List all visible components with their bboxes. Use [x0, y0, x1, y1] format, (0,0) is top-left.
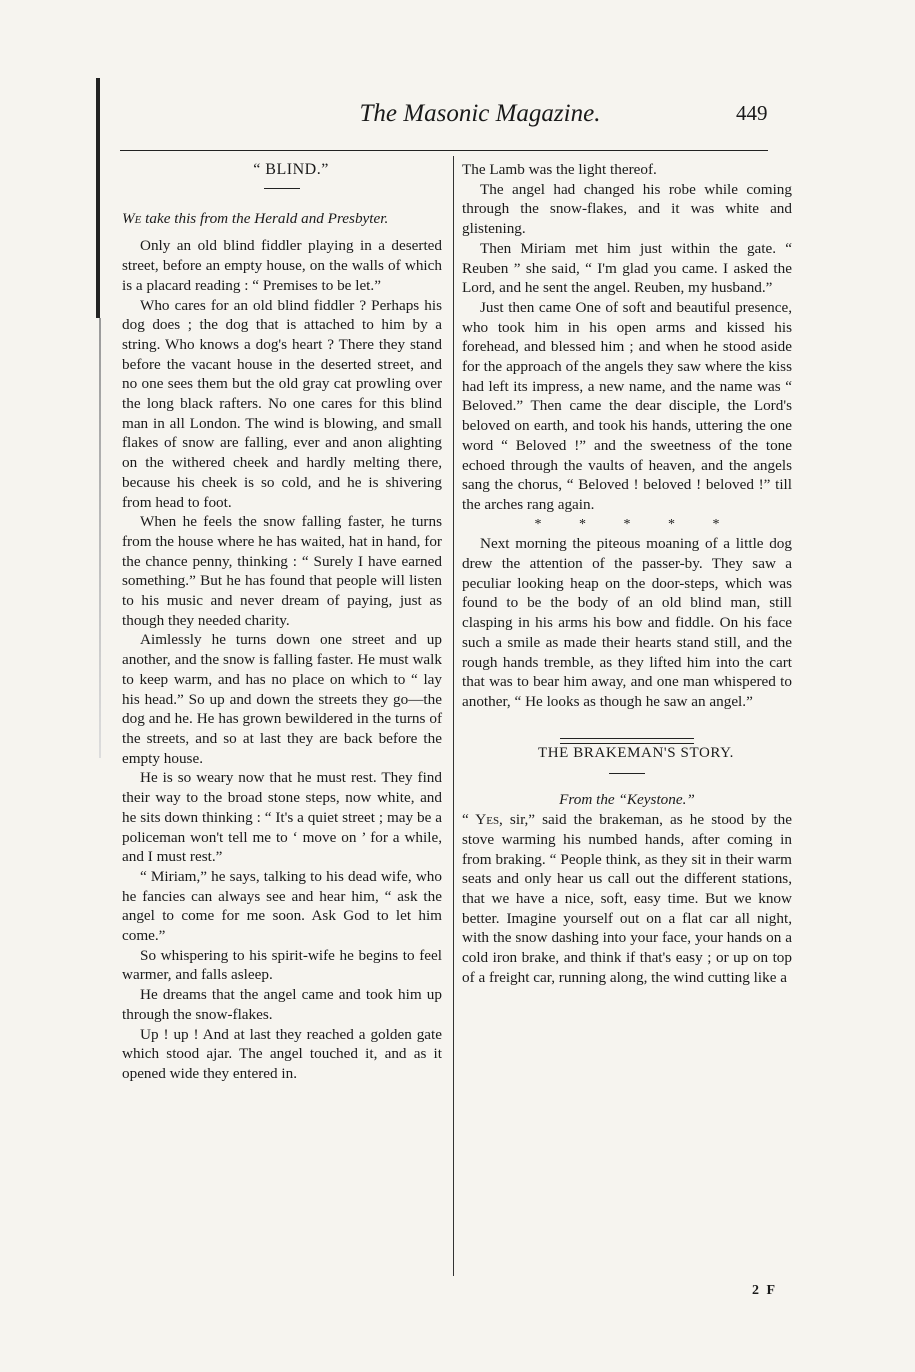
binding-mark: [96, 78, 100, 318]
section-stars: * * * * *: [534, 516, 720, 532]
paragraph: Aimlessly he turns down one street and up another, and the snow is falling faster. He must walk to keep warm, and has no place on which to “ lay his head.” So up and down the streets they go—the dog and he. He has grown bewildered in the turns of the streets, and so at last they are back before the empty house.: [122, 631, 442, 767]
article-source: [122, 209, 442, 229]
paragraph-text: sir,” said the brakeman, as he stood by the stove warming his numbed hands, after coming in from braking. “ People think, as they sit in their warm seats and only hear us call out the different stations, that we have a nice, soft, easy time. But we know better. Imagine yourself out on a flat car all night, with the snow dashing into your face, your hands on a cold iron brake, and think if that's easy ; or up on top of a freight car, running along, the wind cutting like a: [462, 811, 792, 986]
paragraph: The Lamb was the light thereof.: [462, 161, 657, 178]
paragraph: So whispering to his spirit-wife he begins to feel warmer, and falls asleep.: [122, 946, 442, 984]
source-rest: take this from the Herald and Presbyter.: [141, 209, 389, 227]
article-source: From the “Keystone.”: [559, 791, 695, 809]
article-title-brakeman: THE BRAKEMAN'S STORY.: [537, 744, 735, 761]
paragraph: He dreams that the angel came and took him up through the snow-flakes.: [122, 986, 442, 1023]
paragraph: “ Miriam,” he says, talking to his dead wife, who he fancies can always see and hear him, “ ask the angel to come for me soon. Ask God to let him come.”: [122, 867, 442, 945]
paragraph: Only an old blind fiddler playing in a deserted street, before an empty house, on the walls of which is a placard reading : “ Premises to be let.”: [122, 237, 442, 294]
paragraph: Just then came One of soft and beautiful presence, who took him in his open arms and kissed his forehead, and blessed him ; and when he stood aside for the approach of the angels they saw where the kiss had left its impress, a new name, and the name was “ Beloved.” Then came the dear disciple, the Lord's beloved on earth, and took his hands, uttering the one word “ Beloved !” and the sweetness of the tone echoed through the vaults of heaven, and the angels sang the chorus, “ Beloved ! beloved ! beloved !” till the arches rang again.: [462, 298, 792, 513]
column-rule: [453, 156, 454, 1276]
title-rule: [609, 773, 645, 774]
source-lead: We: [122, 209, 142, 227]
paragraph: Who cares for an old blind fiddler ? Perhaps his dog does ; the dog that is attached to him by a string. Who knows a dog's heart ? There they stand before the vacant house in the deserted street, and no one sees them but the old gray cat prowling over the long black rafters. No one cares for this blind man in all London. The wind is blowing, and small flakes of snow are falling, ever and anon alighting on the withered cheek and hardly melting there, because his cheek is so cold, and he is shivering from head to foot.: [122, 296, 442, 511]
binding-shadow: [99, 318, 101, 758]
paragraph: Up ! up ! And at last they reached a golden gate which stood ajar. The angel touched it, and as it opened wide they entered in.: [122, 1025, 442, 1082]
title-rule: [264, 188, 300, 189]
paragraph: Next morning the piteous moaning of a little dog drew the attention of the passer-by. They saw a peculiar looking heap on the door-steps, which was found to be the body of an old blind man, still clasping in his arms his bow and fiddle. On his face such a smile as made their hearts stand still, and the rough hands tremble, as they lifted him into the cart that was to bear him away, and one man whispered to another, “ He looks as though he saw an angel.”: [462, 535, 792, 710]
paragraph: When he feels the snow falling faster, he turns from the house where he has waited, hat in hand, for the chance penny, thinking : “ Surely I have earned something.” But he has found that people will listen to his music and never dream of paying, just as though they needed charity.: [122, 513, 442, 629]
running-title: The Masonic Magazine.: [359, 100, 601, 127]
left-column: [122, 160, 442, 1084]
header-rule: [120, 150, 768, 151]
article-title-blind: “ BLIND.”: [253, 161, 329, 178]
paragraph: Then Miriam met him just within the gate. “ Reuben ” she said, “ I'm glad you came. I asked the Lord, and he sent the angel. Reuben, my husband.”: [462, 239, 792, 297]
right-column: [462, 160, 792, 987]
paragraph-lead: “ Yes,: [462, 811, 503, 829]
page-number: 449: [736, 101, 768, 125]
paragraph: [462, 810, 792, 987]
signature-mark: 2 F: [752, 1283, 778, 1298]
paragraph: He is so weary now that he must rest. They find their way to the broad stone steps, now white, and he sits down thinking : “ It's a quiet street ; may be a policeman won't tell me to ‘ move on ’ for a while, and I must rest.”: [122, 769, 442, 866]
paragraph: The angel had changed his robe while coming through the snow-flakes, and it was white and glistening.: [462, 180, 792, 238]
